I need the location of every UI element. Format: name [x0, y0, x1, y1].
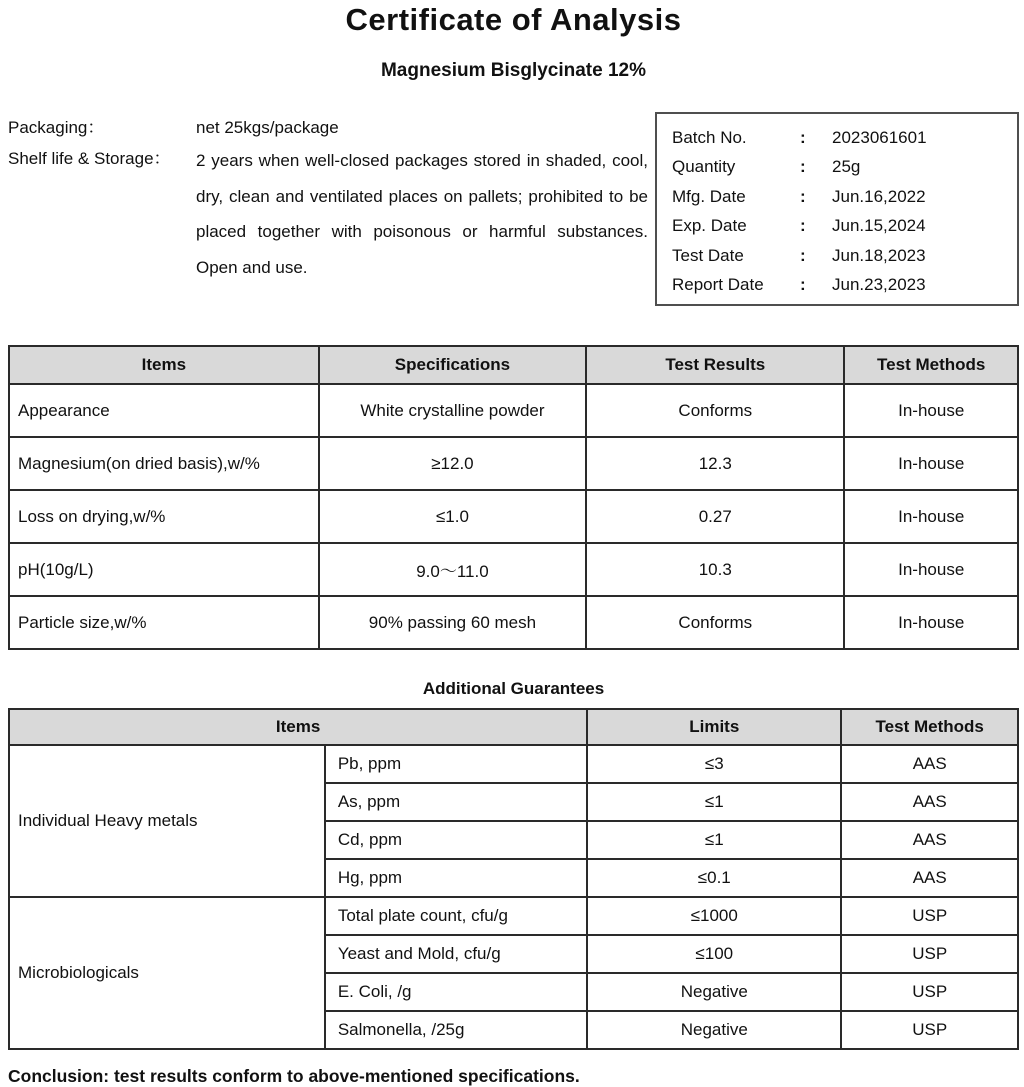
separator-colon: :	[800, 127, 806, 147]
result-cell: 0.27	[586, 490, 844, 543]
batch-row-mfg-date	[672, 182, 1009, 212]
method-cell: AAS	[841, 783, 1018, 821]
batch-row-report-date	[672, 271, 1009, 301]
exp-date-value: Jun.15,2024	[832, 216, 926, 236]
method-cell: In-house	[844, 437, 1018, 490]
item-cell: Magnesium(on dried basis),w/%	[9, 437, 319, 490]
result-cell: 12.3	[586, 437, 844, 490]
table-header-row	[9, 346, 1018, 384]
report-date-value: Jun.23,2023	[832, 275, 926, 295]
method-cell: USP	[841, 973, 1018, 1011]
limit-cell: Negative	[587, 973, 841, 1011]
info-section	[8, 112, 1019, 308]
quantity-value: 25g	[832, 157, 861, 177]
subitem-cell: Total plate count, cfu/g	[325, 897, 587, 935]
method-cell: In-house	[844, 384, 1018, 437]
subitem-cell: Yeast and Mold, cfu/g	[325, 935, 587, 973]
method-cell: USP	[841, 1011, 1018, 1049]
shelf-life-value: 2 years when well-closed packages stored in shaded, cool, dry, clean and ventilated places on pallets; prohibited to be placed together with poisonous or harmful substances. Open and use.	[196, 151, 648, 277]
table-row	[9, 437, 1018, 490]
result-cell: Conforms	[586, 596, 844, 649]
mfg-date-label: Mfg. Date	[672, 186, 746, 206]
limit-cell: ≤0.1	[587, 859, 841, 897]
limit-cell: ≤1000	[587, 897, 841, 935]
subitem-cell: Cd, ppm	[325, 821, 587, 859]
method-cell: AAS	[841, 859, 1018, 897]
subitem-cell: Pb, ppm	[325, 745, 587, 783]
specification-cell: 9.0～11.0	[319, 543, 586, 596]
method-cell: USP	[841, 935, 1018, 973]
method-cell: In-house	[844, 543, 1018, 596]
separator-colon: :	[800, 157, 806, 177]
separator-colon: :	[800, 186, 806, 206]
additional-guarantees-table	[8, 708, 1019, 1050]
table-row	[9, 384, 1018, 437]
test-date-label: Test Date	[672, 245, 744, 265]
batch-row-test-date	[672, 241, 1009, 271]
subitem-cell: Salmonella, /25g	[325, 1011, 587, 1049]
table-row	[9, 543, 1018, 596]
specification-cell: ≤1.0	[319, 490, 586, 543]
product-subtitle: Magnesium Bisglycinate 12%	[380, 60, 647, 81]
method-cell: In-house	[844, 596, 1018, 649]
subitem-cell: Hg, ppm	[325, 859, 587, 897]
result-cell: 10.3	[586, 543, 844, 596]
shelf-life-label: Shelf life & Storage：	[8, 149, 171, 168]
method-cell: AAS	[841, 745, 1018, 783]
page-title: Certificate of Analysis	[345, 2, 682, 37]
specification-cell: ≥12.0	[319, 437, 586, 490]
batch-no-label: Batch No.	[672, 127, 747, 147]
result-cell: Conforms	[586, 384, 844, 437]
item-cell: Particle size,w/%	[9, 596, 319, 649]
group-cell-microbiologicals: Microbiologicals	[9, 897, 325, 1049]
subitem-cell: E. Coli, /g	[325, 973, 587, 1011]
specification-cell: White crystalline powder	[319, 384, 586, 437]
method-cell: USP	[841, 897, 1018, 935]
batch-row-batch-no	[672, 123, 1009, 153]
conclusion-text: Conclusion: test results conform to above-mentioned specifications.	[8, 1066, 580, 1086]
header-specifications: Specifications	[319, 346, 586, 384]
separator-colon: :	[800, 275, 806, 295]
header-items: Items	[9, 346, 319, 384]
batch-info-box	[655, 112, 1019, 306]
mfg-date-value: Jun.16,2022	[832, 186, 926, 206]
method-cell: In-house	[844, 490, 1018, 543]
separator-colon: :	[800, 245, 806, 265]
additional-guarantees-heading: Additional Guarantees	[422, 679, 605, 698]
exp-date-label: Exp. Date	[672, 216, 747, 236]
method-cell: AAS	[841, 821, 1018, 859]
batch-row-exp-date	[672, 212, 1009, 242]
report-date-label: Report Date	[672, 275, 764, 295]
header-test-methods: Test Methods	[844, 346, 1018, 384]
specification-cell: 90% passing 60 mesh	[319, 596, 586, 649]
batch-no-value: 2023061601	[832, 127, 927, 147]
separator-colon: :	[800, 216, 806, 236]
table-row	[9, 596, 1018, 649]
table-row	[9, 490, 1018, 543]
table-row	[9, 745, 1018, 783]
limit-cell: ≤3	[587, 745, 841, 783]
limit-cell: ≤100	[587, 935, 841, 973]
specifications-table	[8, 345, 1019, 650]
packaging-value: net 25kgs/package	[196, 118, 339, 137]
batch-row-quantity	[672, 153, 1009, 183]
table-header-row	[9, 709, 1018, 745]
header-test-results: Test Results	[586, 346, 844, 384]
packaging-label: Packaging：	[8, 118, 105, 137]
table-row	[9, 897, 1018, 935]
item-cell: Loss on drying,w/%	[9, 490, 319, 543]
group-cell-heavy-metals: Individual Heavy metals	[9, 745, 325, 897]
header-items: Items	[9, 709, 587, 745]
limit-cell: ≤1	[587, 783, 841, 821]
header-limits: Limits	[587, 709, 841, 745]
quantity-label: Quantity	[672, 157, 736, 177]
limit-cell: ≤1	[587, 821, 841, 859]
limit-cell: Negative	[587, 1011, 841, 1049]
item-cell: pH(10g/L)	[9, 543, 319, 596]
item-cell: Appearance	[9, 384, 319, 437]
header-test-methods: Test Methods	[841, 709, 1018, 745]
test-date-value: Jun.18,2023	[832, 245, 926, 265]
subitem-cell: As, ppm	[325, 783, 587, 821]
